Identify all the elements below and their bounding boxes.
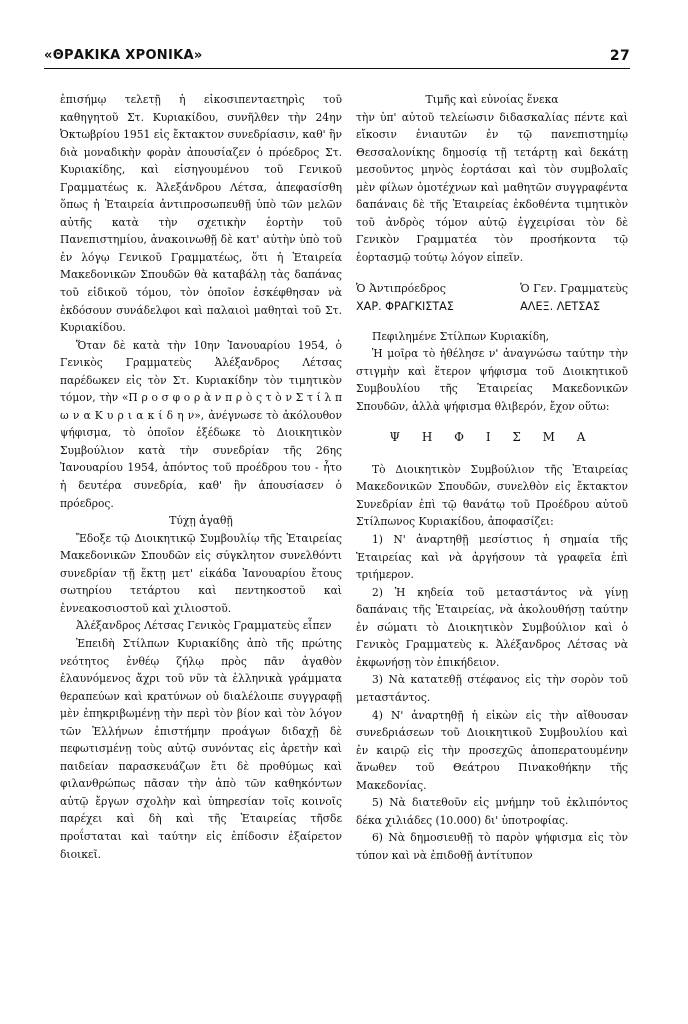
right-paragraph-council: Τὸ Διοικητικὸν Συμβούλιον τῆς Ἑταιρείας Μακεδονικῶν Σπουδῶν, συνελθὸν εἰς ἔκτακτον Συνεδρίαν ἐπὶ τῷ θανάτῳ τοῦ Προέδρου αὐτοῦ Στίλπωνος Κυριακίδου, ἀποφασίζει: xyxy=(356,462,628,529)
signature-right-name: ΑΛΕΞ. ΛΕΤΣΑΣ xyxy=(520,300,601,314)
left-paragraph-speaker: Ἀλέξανδρος Λέτσας Γενικὸς Γραμματεὺς εἶπεν xyxy=(76,619,332,633)
left-paragraph-epeide: Ἐπειδὴ Στίλπων Κυριακίδης ἀπὸ τῆς πρώτης νεότητος ἐνθέῳ ζήλῳ πρὸς πᾶν ἀγαθὸν ἐλαυνόμενος ἄχρι τοῦ νῦν τὰ ἑλληνικὰ γράμματα θεραπεύων καὶ κρατύνων οὐ διαλέλοιπε συγγραφῇ μὲν ἐπηκριβωμένῃ τὴν περὶ τὸν βίον καὶ τὸν λόγον τῶν Ἑλλήνων ἐπιστήμην προάγων διδαχῇ δὲ πεφωτισμένῃ τοὺς αὐτῷ συνόντας εἰς ἀρετὴν καὶ παιδείαν παρασκευάζων ἔτι δὲ προθύμως καὶ φιλανθρώπως πᾶσαν τὴν ἀπὸ τῶν καθηκόντων αὐτῷ ἔργων σχολὴν καὶ ὑπηρεσίαν τοῖς κοινοῖς παρέχει καὶ δὴ καὶ τῆς Ἑταιρείας τῆσδε προΐσταται καὶ ταύτην εἰς ἐπίδοσιν ἐξαίρετον διοικεῖ. xyxy=(60,636,342,861)
decision-item-5: 5) Νὰ διατεθοῦν εἰς μνήμην τοῦ ἐκλιπόντος δέκα χιλιάδες (10.000) δι' ὑποτροφίας. xyxy=(356,796,628,827)
right-paragraph-moira: Ἡ μοῖρα τὸ ἠθέλησε ν' ἀναγνώσω ταύτην τὴν στιγμὴν καὶ ἕτερον ψήφισμα τοῦ Διοικητικοῦ Συμβουλίου τῆς Ἑταιρείας Μακεδονικῶν Σπουδῶν, ἀλλὰ ψήφισμα θλιβερόν, ἔχον οὕτω: xyxy=(356,347,628,413)
signature-left-name: ΧΑΡ. ΦΡΑΓΚΙΣΤΑΣ xyxy=(356,300,454,314)
left-paragraph-2: Ὅταν δὲ κατὰ τὴν 10ην Ἰανουαρίου 1954, ὁ Γενικὸς Γραμματεὺς Ἀλέξανδρος Λέτσας παρέδωκεν εἰς τὸν Στ. Κυριακίδην τὸν τιμητικὸν τόμον, τὴν «Π ρ ο σ φ ο ρ ὰ ν π ρ ὸ ς τ ὸ ν Σ τ ί λ π ω ν α Κ υ ρ ι α κ ί δ η ν», ἀνέγνωσε τὸ ἀκόλουθον ψήφισμα, τὸ ὁποῖον ἐξέδωκε τὸ Διοικητικὸν Συμβούλιον κατὰ τὴν συνεδρίαν τῆς 26ης Ἰανουαρίου 1954, ἀπόντος τοῦ προέδρου του - ἦτο ἡ δευτέρα συνεδρία, καθ' ἣν ἀπουσίασεν ὁ πρόεδρος. xyxy=(60,338,342,510)
left-column xyxy=(60,91,342,863)
decision-item-2: 2) Ἡ κηδεία τοῦ μεταστάντος νὰ γίνῃ δαπάναις τῆς Ἑταιρείας, νὰ ἀκολουθήσῃ ταύτην ἐν σώματι τὸ Διοικητικὸν Συμβούλιον καὶ ὁ Γενικὸς Γραμματεὺς κ. Ἀλέξανδρος Λέτσας νὰ ἐκφωνήσῃ τὸν ἐπικήδειον. xyxy=(356,585,628,669)
decision-item-3: 3) Νὰ κατατεθῇ στέφανος εἰς τὴν σορὸν τοῦ μεταστάντος. xyxy=(356,673,628,704)
signature-vice-president xyxy=(356,280,454,315)
psephisma-heading: Ψ Η Φ Ι Σ Μ Α xyxy=(389,430,595,445)
signatures xyxy=(356,280,628,315)
signature-left-role: Ὁ Ἀντιπρόεδρος xyxy=(356,282,446,296)
left-paragraph-edoxe: Ἔδοξε τῷ Διοικητικῷ Συμβουλίῳ τῆς Ἑταιρείας Μακεδονικῶν Σπουδῶν εἰς σύγκλητον συνελθόντι συνεδρίαν τῇ ἕκτῃ μετ' εἰκάδα Ἰανουαρίου ἔτους σωτηρίου τετάρτου καὶ πεντηκοστοῦ καὶ ἐννεακοσιοστοῦ καὶ χιλιοστοῦ. xyxy=(60,531,342,615)
decision-item-6: 6) Νὰ δημοσιευθῇ τὸ παρὸν ψήφισμα εἰς τὸν τύπον καὶ νὰ ἐπιδοθῇ ἀντίτυπον xyxy=(356,831,628,862)
running-header xyxy=(44,48,630,70)
left-paragraph-1: ἐπισήμῳ τελετῇ ἡ εἰκοσιπενταετηρὶς τοῦ καθηγητοῦ Στ. Κυριακίδου, συνῆλθεν τὴν 24ην Ὀκτωβρίου 1951 εἰς ἔκτακτον συνεδρίασιν, καθ' ἣν διὰ μοναδικὴν φορὰν ἀπουσίαζεν ὁ πρόεδρος Στ. Κυριακίδης, καὶ εἰσηγουμένου τοῦ Γενικοῦ Γραμματέως κ. Ἀλεξάνδρου Λέτσα, ἀπεφασίσθη ὅπως ἡ Ἑταιρεία ἀντιπροσωπευθῇ ὑπὸ τῶν μελῶν αὐτῆς κατὰ τὴν σχετικὴν ἑορτὴν τοῦ Πανεπιστημίου, ἀνακοινωθῇ δὲ κατ' αὐτὴν ὑπὸ τοῦ ἐν λόγῳ Γενικοῦ Γραμματέως, ὅτι ἡ Ἑταιρεία Μακεδονικῶν Σπουδῶν θὰ καταβάλῃ τὰς δαπάνας τοῦ εἰδικοῦ τόμου, τὸν ὁποῖον ἐσκέφθησαν νὰ ἐκδόσουν συνάδελφοι καὶ παλαιοὶ μαθηταὶ τοῦ Στ. Κυριακίδου. xyxy=(60,93,342,335)
signature-secretary xyxy=(520,280,628,315)
decision-item-1: 1) Ν' ἀναρτηθῇ μεσίστιος ἡ σημαία τῆς Ἑταιρείας καὶ νὰ ἀργήσουν τὰ γραφεῖα ἐπὶ τριήμερον. xyxy=(356,533,628,582)
journal-title: «ΘΡΑΚΙΚΑ ΧΡΟΝΙΚΑ» xyxy=(44,48,203,63)
page-number: 27 xyxy=(609,48,630,64)
right-heading-times: Τιμῆς καὶ εὐνοίας ἕνεκα xyxy=(425,93,559,106)
signature-right-role: Ὁ Γεν. Γραμματεὺς xyxy=(520,282,628,296)
right-column xyxy=(356,91,628,864)
right-salutation: Πεφιλημένε Στίλπων Κυριακίδη, xyxy=(372,329,549,343)
header-rule xyxy=(44,68,630,69)
right-paragraph-1: τὴν ὑπ' αὐτοῦ τελείωσιν διδασκαλίας πέντε καὶ εἴκοσιν ἐνιαυτῶν ἐν τῷ πανεπιστημίῳ Θεσσαλονίκης δημοσίᾳ τῇ τετάρτῃ καὶ δεκάτῃ μεσοῦντος μηνὸς ἑορτάσαι καὶ τὸν συμβολαῖς μὲν φίλων ὁμοτέχνων καὶ μαθητῶν συγγραφέντα δαπάναις δὲ τῆς Ἑταιρείας ἐκδοθέντα τιμητικὸν τοῦ ἀνδρὸς τόμον αὐτῷ ἐγχειρίσαι τὸν δὲ Γενικὸν Γραμματέα τὸν προσήκοντα τῷ ἑορτασμῷ τούτῳ λόγον εἰπεῖν. xyxy=(356,110,628,264)
decision-item-4: 4) Ν' ἀναρτηθῇ ἡ εἰκὼν εἰς τὴν αἴθουσαν συνεδριάσεων τοῦ Διοικητικοῦ Συμβουλίου καὶ ἐν καιρῷ εἰς τὴν προσεχῶς ἀποπερατουμένην ἄνωθεν τοῦ Θεάτρου Πινακοθήκην τῆς Μακεδονίας. xyxy=(356,708,628,792)
left-tyche-agathe: Τύχῃ ἀγαθῇ xyxy=(169,514,233,528)
